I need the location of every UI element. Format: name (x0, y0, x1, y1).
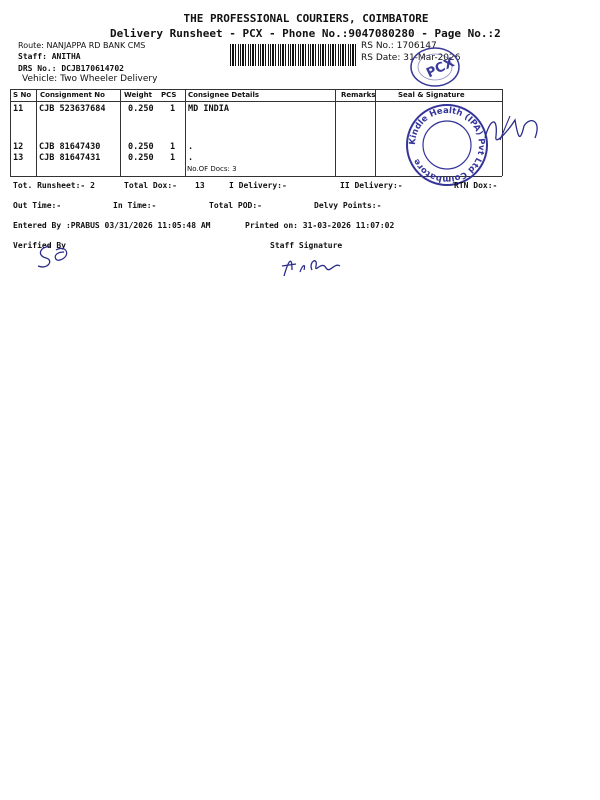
row3-pcs: 1 (170, 153, 176, 163)
row2-weight: 0.250 (128, 142, 154, 152)
row2-consignee: . (188, 142, 194, 152)
ii-delivery: II Delivery:- (340, 181, 403, 190)
row3-consignment: CJB 81647431 (39, 153, 101, 163)
svg-text:Kindle Health (IPA) Pvt Ltd Co (408, 106, 486, 184)
row3-weight: 0.250 (128, 153, 154, 163)
entered-by: Entered By :PRABUS 03/31/2026 11:05:48 AM (13, 221, 211, 230)
vehicle-label: Vehicle: Two Wheeler Delivery (22, 74, 158, 84)
out-time: Out Time:- (13, 201, 62, 210)
total-pod: Total POD:- (209, 201, 262, 210)
delvy-points: Delvy Points:- (314, 201, 382, 210)
row1-consignment: CJB 523637684 (39, 104, 106, 114)
verified-by-label: Verified By (13, 241, 66, 250)
pcx-stamp (405, 44, 465, 90)
col-header-remarks: Remarks (341, 91, 376, 99)
company-title: THE PROFESSIONAL COURIERS, COIMBATORE (183, 12, 429, 25)
row1-pcs: 1 (170, 104, 176, 114)
pcx-stamp-text: PCX (424, 55, 457, 82)
in-time: In Time:- (113, 201, 157, 210)
tot-runsheet: Tot. Runsheet:- 2 (13, 181, 95, 190)
col-header-weight: Weight (124, 91, 152, 99)
total-dox-label: Total Dox:- (124, 181, 177, 190)
staff-label: Staff: ANITHA (18, 52, 81, 61)
rs-date: RS Date: 31-Mar-2026 (361, 53, 461, 63)
company-seal-stamp (402, 100, 492, 190)
total-dox-value: 13 (195, 181, 205, 190)
row3-sno: 13 (13, 153, 24, 163)
col-header-consignment: Consignment No (40, 91, 105, 99)
receiver-initials-signature (480, 108, 550, 158)
verified-by-signature (30, 238, 80, 274)
rs-number: RS No.: 1706147 (361, 41, 437, 51)
col-header-seal: Seal & Signature (398, 91, 465, 99)
company-seal-text: Kindle Health (IPA) Pvt Ltd Coimbatore (407, 105, 487, 185)
doc-count: No.OF Docs: 3 (187, 165, 237, 173)
drs-number: DRS No.: DCJB170614702 (18, 64, 124, 73)
runsheet-title: Delivery Runsheet - PCX - Phone No.:9047080280 - Page No.:2 (110, 27, 501, 40)
row1-consignee: MD INDIA (188, 104, 229, 114)
row2-pcs: 1 (170, 142, 176, 152)
row2-consignment: CJB 81647430 (39, 142, 101, 152)
row1-sno: 11 (13, 104, 24, 114)
i-delivery: I Delivery:- (229, 181, 287, 190)
row3-consignee: . (188, 153, 194, 163)
route-label: Route: NANJAPPA RD BANK CMS (18, 41, 146, 50)
staff-signature-label: Staff Signature (270, 241, 343, 250)
staff-signature (278, 248, 348, 282)
col-header-pcs: PCS (161, 91, 177, 99)
rtn-dox: RTN Dox:- (454, 181, 498, 190)
barcode (230, 44, 358, 66)
printed-on: Printed on: 31-03-2026 11:07:02 (245, 221, 395, 230)
row2-sno: 12 (13, 142, 24, 152)
col-header-consignee: Consignee Details (188, 91, 260, 99)
col-header-sno: S No (13, 91, 32, 99)
row1-weight: 0.250 (128, 104, 154, 114)
